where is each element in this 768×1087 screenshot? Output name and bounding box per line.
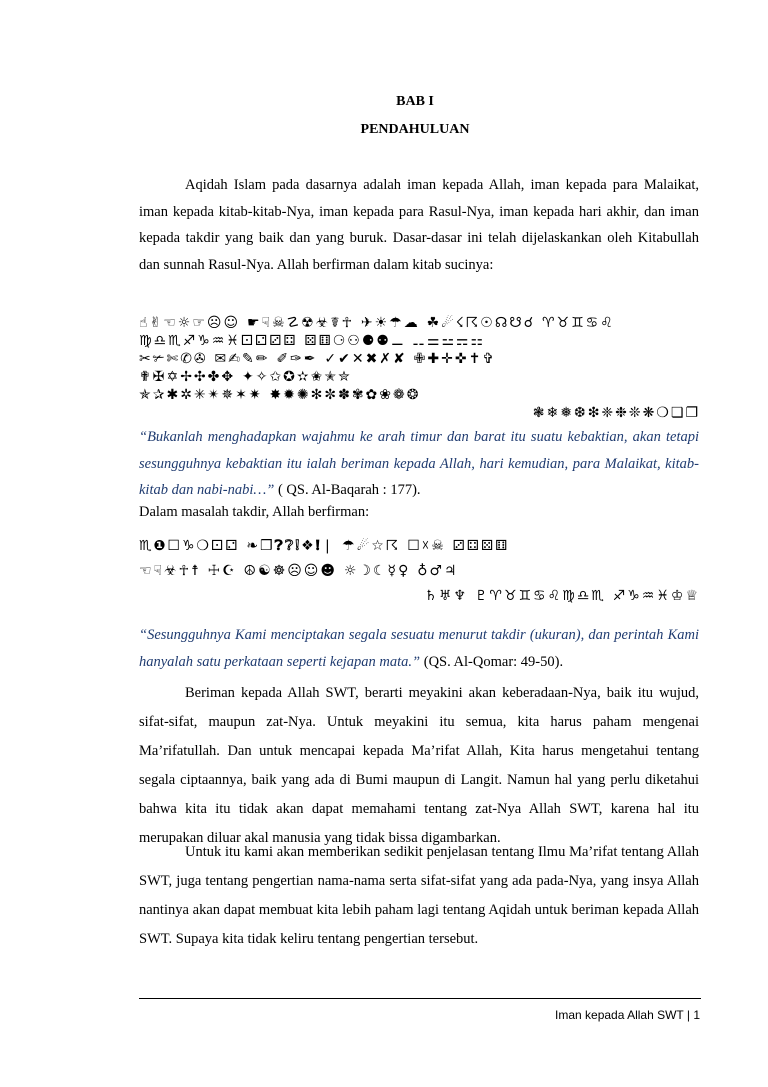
- translation-text: “Sesungguhnya Kami menciptakan segala sesuatu menurut takdir (ukuran), dan perintah Kami hanyalah satu perkataan seperti kejapan mata.”: [139, 627, 699, 670]
- footer-divider: [139, 998, 701, 999]
- arabic-verse-line: ✯︎✰︎✱︎✲︎✳︎✴︎✵︎✶︎✷︎ ✸︎✹︎✺︎✻︎✼︎✽︎✾︎✿︎❀︎❁︎❂︎: [139, 387, 421, 403]
- page-footer: Iman kepada Allah SWT | 1: [555, 1008, 700, 1022]
- takdir-intro: Dalam masalah takdir, Allah berfirman:: [139, 504, 370, 520]
- arabic-verse-line: ☝︎✌︎☜︎☼︎☞︎☹︎☺︎ ☛︎☟︎☠︎☡︎☢︎☣︎☤︎☥︎ ✈︎☀︎☂︎☁︎ ☘︎☄︎☇︎☈︎☉︎☊︎☋︎☌︎ ♈︎♉︎♊︎♋︎♌︎: [139, 315, 615, 331]
- body-paragraph: Untuk itu kami akan memberikan sedikit penjelasan tentang Ilmu Ma’rifat tentang Allah SWT, juga tentang pengertian nama-nama serta sifat-sifat yang ada pada-Nya, yang insya Allah nantinya akan dapat membuat kita lebih paham lagi tentang Aqidah untuk beriman kepada Allah SWT. Supaya kita tidak keliru tentang pengertian tersebut.: [139, 844, 699, 947]
- body-paragraph: Beriman kepada Allah SWT, berarti meyakini akan keberadaan-Nya, baik itu wujud, sifat-sifat, maupun zat-Nya. Untuk meyakini itu semua, kita harus paham mengenai Ma’rifatullah. Dan untuk mencapai kepada Ma’rifat Allah, Kita harus mengetahui tentang segala ciptaannya, baik yang ada di Bumi maupun di Langit. Namun hal yang perlu diketahui bahwa kita itu tidak akan dapat memahami tentang zat-Nya Allah SWT, karena hal itu merupakan diluar akal manusia yang tidak bissa digambarkan.: [139, 685, 699, 846]
- chapter-title: PENDAHULUAN: [360, 122, 470, 137]
- verse-reference: (QS. Al-Qomar: 49-50).: [423, 653, 564, 670]
- verse-reference: ( QS. Al-Baqarah : 177).: [277, 482, 421, 498]
- arabic-verse-line: ❃︎❄︎❅︎❆︎❇︎❈︎❉︎❊︎❋︎❍︎❏︎❐︎: [532, 405, 700, 421]
- arabic-verse-line: ♏︎❶︎☐︎♑︎❍︎⚀︎⚁︎ ❧︎❒︎❓︎❔︎❕︎❖︎❗︎❘︎ ☂︎☄︎☆︎☈︎ ☐︎☓︎☠︎ ⚂︎⚃︎⚄︎⚅︎: [139, 538, 510, 554]
- arabic-verse-line: ✟︎✠︎✡︎✢︎✣︎✤︎✥︎ ✦︎✧︎✩︎✪︎✫︎✬︎✭︎✮︎: [139, 369, 352, 385]
- arabic-verse-line: ✂︎✃︎✄︎✆︎✇︎ ✉︎✍︎✎︎✏︎ ✐︎✑︎✒︎ ✓︎✔︎✕︎✖︎✗︎✘︎ ✙︎✚︎✛︎✜︎✝︎✞︎: [139, 351, 497, 367]
- verse-translation-1: [139, 424, 699, 504]
- chapter-number: BAB I: [396, 94, 434, 109]
- intro-paragraph: Aqidah Islam pada dasarnya adalah iman kepada Allah, iman kepada para Malaikat, iman kepada kitab-kitab-Nya, iman kepada para Rasul-Nya, iman kepada hari akhir, dan iman kepada takdir yang baik dan yang buruk. Dasar-dasar ini telah dijelaskankan oleh Kitabullah dan sunnah Rasul-Nya. Allah berfirman dalam kitab sucinya:: [139, 177, 699, 273]
- translation-text: “Bukanlah menghadapkan wajahmu ke arah timur dan barat itu suatu kebaktian, akan tetapi sesungguhnya kebaktian itu ialah beriman kepada Allah, hari kemudian, para Malaikat, kitab-kitab dan nabi-nabi…”: [139, 429, 699, 498]
- arabic-verse-line: ☜︎☟︎☣︎☥︎☨︎ ☩︎☪︎ ☮︎☯︎☸︎☹︎☺︎☻︎ ☼︎☽︎☾︎☿︎♀︎ ♁︎♂︎♃︎: [139, 563, 459, 579]
- verse-translation-2: [139, 622, 699, 675]
- arabic-verse-line: ♍︎♎︎♏︎♐︎♑︎♒︎♓︎⚀︎⚁︎⚂︎⚃︎ ⚄︎⚅︎⚆︎⚇︎⚈︎⚉︎⚊︎ ⚋︎⚌︎⚍︎⚎︎⚏︎: [139, 333, 486, 349]
- arabic-verse-line: ♄︎♅︎♆︎ ♇︎♈︎♉︎♊︎♋︎♌︎♍︎♎︎♏︎ ♐︎♑︎♒︎♓︎♔︎♕︎: [424, 588, 700, 604]
